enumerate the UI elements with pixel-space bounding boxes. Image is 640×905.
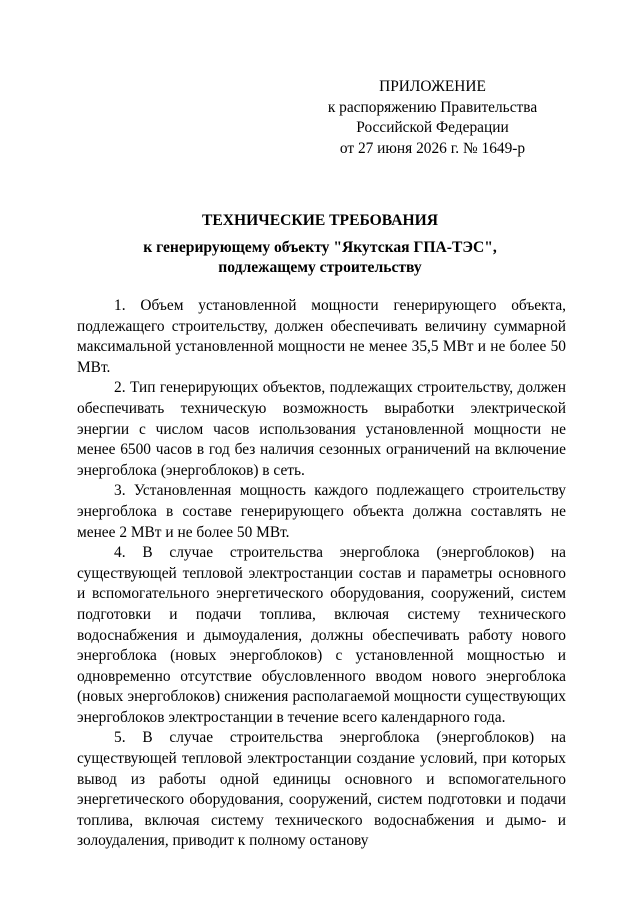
paragraph-1: 1. Объем установленной мощности генерирующего объекта, подлежащего строительству, должен обеспечивать величину суммарной максимальной установленной мощности не менее 35,5 МВт и не более 50 МВт. xyxy=(77,297,566,376)
paragraph-2: 2. Тип генерирующих объектов, подлежащих строительству, должен обеспечивать техническую возможность выработки электрической энергии с числом часов использования установленной мощности не менее 6500 часов в год без наличия сезонных ограничений на включение энергоблока (энергоблоков) в сеть. xyxy=(77,379,566,479)
appendix-government: Российской Федерации xyxy=(356,119,509,137)
appendix-date-number: от 27 июня 2026 г. № 1649-р xyxy=(339,139,526,157)
document-title: ТЕХНИЧЕСКИЕ ТРЕБОВАНИЯ xyxy=(201,212,439,229)
paragraph-4: 4. В случае строительства энергоблока (энергоблоков) на существующей тепловой электростанции состав и параметры основного и вспомогательного энергетического оборудования, сооружений, систем подготовки и подачи топлива, включая систему технического водоснабжения и дымоудаления, должны обеспечивать работу нового энергоблока (новых энергоблоков) с установленной мощностью и одновременно отсутствие обусловленного вводом нового энергоблока (новых энергоблоков) снижения располагаемой мощности существующих энергоблоков электростанции в течение всего календарного года. xyxy=(77,544,566,726)
appendix-decree: к распоряжению Правительства xyxy=(327,98,538,116)
appendix-header xyxy=(300,77,565,159)
paragraph-5: 5. В случае строительства энергоблока (энергоблоков) на существующей тепловой электростанции создание условий, при которых вывод из работы одной единицы основного и вспомогательного энергетического оборудования, сооружений, систем подготовки и подачи топлива, включая систему технического водоснабжения и дымо- и золоудаления, приводит к полному останову xyxy=(77,729,566,850)
document-body xyxy=(77,296,566,852)
subtitle-line-1: к генерирующему объекту "Якутская ГПА-ТЭС", xyxy=(143,239,497,256)
document-subtitle xyxy=(60,238,580,278)
subtitle-line-2: подлежащему строительству xyxy=(218,259,422,276)
appendix-label: ПРИЛОЖЕНИЕ xyxy=(379,78,486,95)
paragraph-3: 3. Установленная мощность каждого подлежащего строительству энергоблока в составе генерирующего объекта должна составлять не менее 2 МВт и не более 50 МВт. xyxy=(77,482,566,541)
